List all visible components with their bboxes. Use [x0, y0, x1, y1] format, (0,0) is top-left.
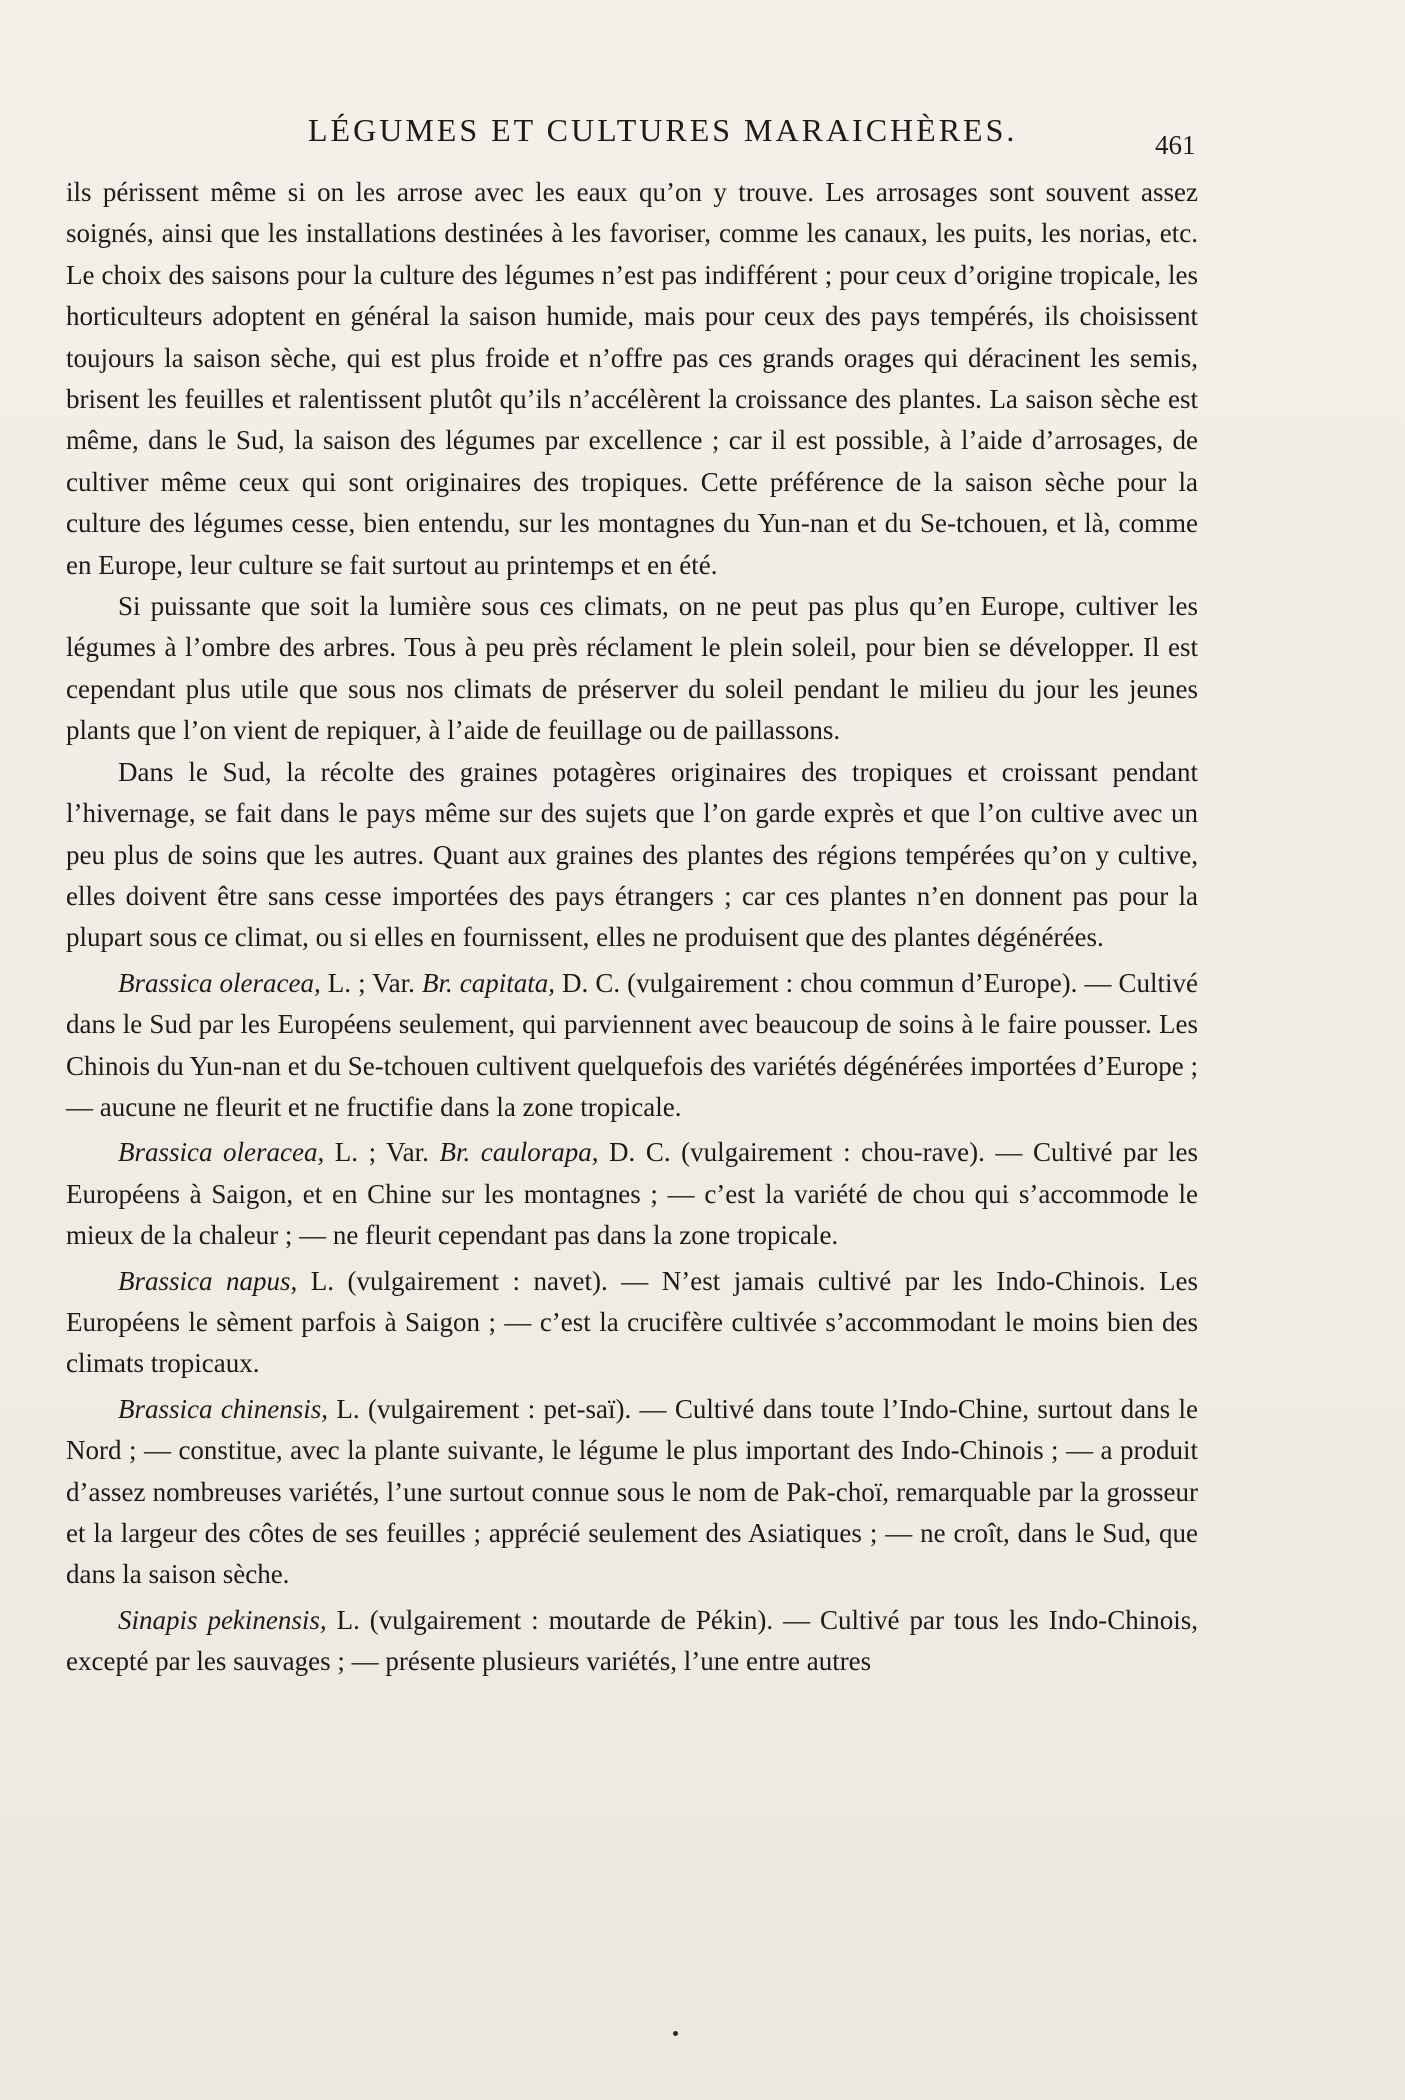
- species-name: Sinapis pekinensis,: [118, 1604, 327, 1635]
- species-name: Brassica oleracea,: [118, 967, 321, 998]
- entry-text: L. (vulgairement : pet-saï). — Cultivé dans toute l’Indo-Chine, surtout dans le Nord ; — constitue, avec la plante suivante, le légume le plus important des Indo-Chinois ; — a produit d’assez nombreuses variétés, l’une surtout connue sous le nom de Pak-choï, remarquable par la grosseur et la largeur des côtes de ses feuilles ; apprécié seulement des Asiatiques ; — ne croît, dans le Sud, que dans la saison sèche.: [66, 1393, 1198, 1590]
- variety-name: Br. caulorapa,: [439, 1137, 599, 1168]
- entry-brassica-napus: [66, 1261, 1198, 1385]
- print-mark-dot: [673, 2031, 678, 2036]
- paragraph-seed-harvest: Dans le Sud, la récolte des graines potagères originaires des tropiques et croissant pendant l’hivernage, se fait dans le pays même sur des sujets que l’on garde exprès et que l’on cultive avec un peu plus de soins que les autres. Quant aux graines des plantes des régions tempérées qu’on y cultive, elles doivent être sans cesse importées des pays étrangers ; car ces plantes n’en donnent pas pour la plupart sous ce climat, ou si elles en fournissent, elles ne produisent que des plantes dégénérées.: [66, 756, 1198, 953]
- species-name: Brassica chinensis,: [118, 1393, 329, 1424]
- entry-text: L. (vulgairement : navet). — N’est jamais cultivé par les Indo-Chinois. Les Européens le sèment parfois à Saigon ; — c’est la crucifère cultivée s’accommodant le moins bien des climats tropicaux.: [66, 1265, 1198, 1379]
- entry-brassica-caulorapa: [66, 1132, 1198, 1256]
- entry-author: L. ; Var.: [324, 1137, 440, 1168]
- entry-text: L. (vulgairement : moutarde de Pékin). — Cultivé par tous les Indo-Chinois, excepté par les sauvages ; — présente plusieurs variétés, l’une entre autres: [66, 1604, 1198, 1677]
- entry-brassica-capitata: [66, 963, 1198, 1129]
- entry-author: L. ; Var.: [320, 967, 422, 998]
- page-header: [0, 112, 1405, 162]
- species-name: Brassica napus,: [118, 1265, 298, 1296]
- running-title: LÉGUMES ET CULTURES MARAICHÈRES.: [308, 112, 1018, 148]
- paragraph-irrigation-seasons: ils périssent même si on les arrose avec les eaux qu’on y trouve. Les arrosages sont souvent assez soignés, ainsi que les installations destinées à les favoriser, comme les canaux, les puits, les norias, etc. Le choix des saisons pour la culture des légumes n’est pas indifférent ; pour ceux d’origine tropicale, les horticulteurs adoptent en général la saison humide, mais pour ceux des pays tempérés, ils choisissent toujours la saison sèche, qui est plus froide et n’offre pas ces grands orages qui déracinent les semis, brisent les feuilles et ralentissent plutôt qu’ils n’accélèrent la croissance des plantes. La saison sèche est même, dans le Sud, la saison des légumes par excellence ; car il est possible, à l’aide d’arrosages, de cultiver même ceux qui sont originaires des tropiques. Cette préférence de la saison sèche pour la culture des légumes cesse, bien entendu, sur les montagnes du Yun-nan et du Se-tchouen, et là, comme en Europe, leur culture se fait surtout au printemps et en été.: [66, 177, 1198, 580]
- page-body: [66, 172, 1198, 1683]
- paragraph-sunlight: Si puissante que soit la lumière sous ces climats, on ne peut pas plus qu’en Europe, cultiver les légumes à l’ombre des arbres. Tous à peu près réclament le plein soleil, pour bien se développer. Il est cependant plus utile que sous nos climats de préserver du soleil pendant le milieu du jour les jeunes plants que l’on vient de repiquer, à l’aide de feuillage ou de paillassons.: [66, 591, 1198, 746]
- entry-brassica-chinensis: [66, 1389, 1198, 1596]
- variety-name: Br. capitata,: [421, 967, 555, 998]
- species-name: Brassica oleracea,: [118, 1137, 325, 1168]
- entry-text: D. C. (vulgairement : chou commun d’Europe). — Cultivé dans le Sud par les Européens seulement, qui parviennent avec beaucoup de soins à le faire pousser. Les Chinois du Yun-nan et du Se-tchouen cultivent quelquefois des variétés dégénérées importées d’Europe ; — aucune ne fleurit et ne fructifie dans la zone tropicale.: [66, 967, 1199, 1122]
- page-number: 461: [1155, 130, 1196, 160]
- entry-text: D. C. (vulgairement : chou-rave). — Cultivé par les Européens à Saigon, et en Chine sur les montagnes ; — c’est la variété de chou qui s’accommode le mieux de la chaleur ; — ne fleurit cependant pas dans la zone tropicale.: [66, 1137, 1199, 1251]
- entry-sinapis-pekinensis: [66, 1600, 1198, 1683]
